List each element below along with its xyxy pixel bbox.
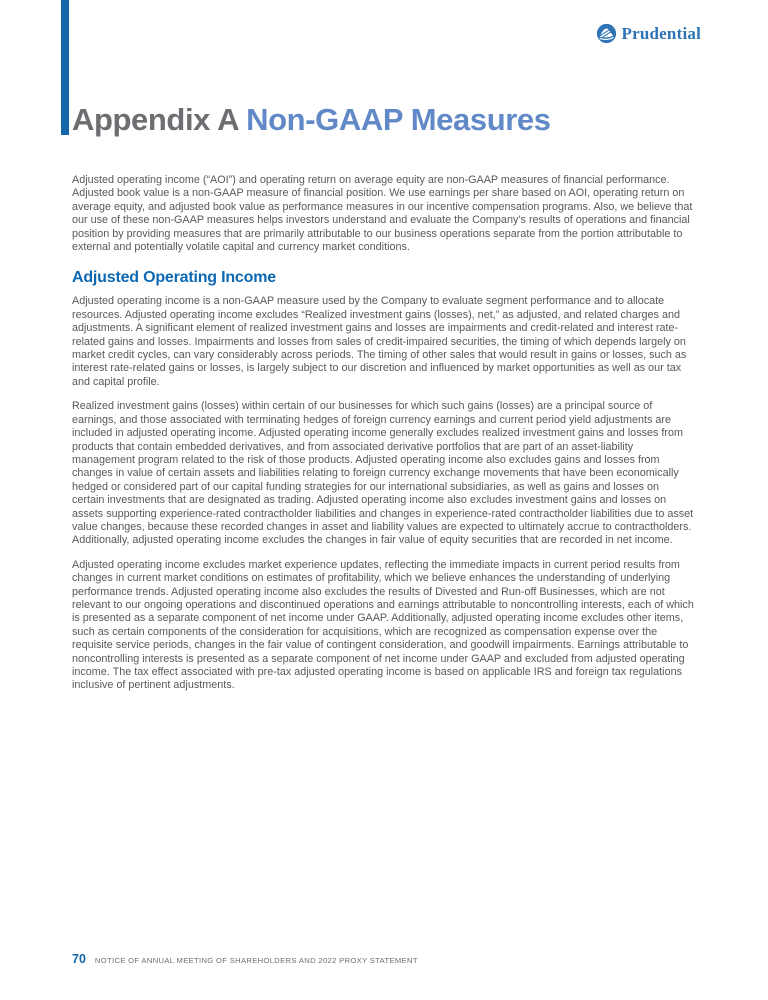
page-title	[72, 98, 551, 142]
section-paragraph-3: Adjusted operating income excludes market experience updates, reflecting the immediate impacts in current period results from changes in current market conditions on estimates of profitability, which we believe enhances the understanding of underlying performance trends. Adjusted operating income also excludes the results of Divested and Run-off Businesses, which are not relevant to our ongoing operations and discontinued operations and earnings attributable to noncontrolling interests, each of which is presented as a separate component of net income under GAAP. Additionally, adjusted operating income excludes other items, such as certain components of the consideration for acquisitions, which are recognized as compensation expense over the requisite service periods, changes in the fair value of contingent consideration, and goodwill impairments. Earnings attributable to noncontrolling interests is presented as a separate component of net income under GAAP and excluded from adjusted operating income. The tax effect associated with pre-tax adjusted operating income is based on applicable IRS and foreign tax regulations inclusive of pertinent adjustments.	[72, 558, 694, 692]
logo-wordmark: Prudential	[621, 23, 701, 43]
page-number: 70	[72, 952, 86, 966]
prudential-logo	[596, 23, 701, 44]
section-paragraph-2: Realized investment gains (losses) within certain of our businesses for which such gains (losses) are a principal source of earnings, and those associated with terminating hedges of foreign currency earnings and current period yield adjustments are included in adjusted operating income. Adjusted operating income generally excludes realized investment gains and losses from products that contain embedded derivatives, and from associated derivative portfolios that are part of an asset-liability management program related to the risk of those products. Adjusted operating income also excludes gains and losses from changes in value of certain assets and liabilities relating to foreign currency exchange movements that have been economically hedged or considered part of our capital funding strategies for our international subsidiaries, as well as gains and losses on certain investments that are designated as trading. Adjusted operating income also excludes investment gains and losses on assets supporting experience-rated contractholder liabilities and changes in experience-rated contractholder liabilities due to asset value changes, because these recorded changes in asset and liability values are expected to ultimately accrue to contractholders. Additionally, adjusted operating income excludes the changes in fair value of equity securities that are recorded in net income.	[72, 400, 694, 547]
left-accent-bar	[61, 0, 69, 135]
page-title-highlight: Non-GAAP Measures	[246, 102, 551, 137]
section-paragraph-1: Adjusted operating income is a non-GAAP measure used by the Company to evaluate segment performance and to allocate resources. Adjusted operating income excludes “Realized investment gains (losses), net,” as adjusted, and related charges and adjustments. A significant element of realized investment gains and losses are impairments and credit-related and interest rate-related gains and losses. Impairments and losses from sales of credit-impaired securities, the timing of which depends largely on market credit cycles, can vary considerably across periods. The timing of other sales that would result in gains or losses, such as interest rate-related gains or losses, is largely subject to our discretion and influenced by market opportunities as well as our tax and capital profile.	[72, 295, 687, 388]
intro-paragraph: Adjusted operating income (“AOI”) and operating return on average equity are non-GAAP measures of financial performance. Adjusted book value is a non-GAAP measure of financial position. We use earnings per share based on AOI, operating return on average equity, and adjusted book value as performance measures in our incentive compensation programs. Also, we believe that our use of these non-GAAP measures helps investors understand and evaluate the Company’s results of operations and financial position by providing measures that are primarily attributable to our business operations separate from the portion attributable to external and potentially volatile capital and currency market conditions.	[72, 174, 693, 254]
page-footer	[72, 952, 418, 966]
footer-text: NOTICE OF ANNUAL MEETING OF SHAREHOLDERS AND 2022 PROXY STATEMENT	[94, 956, 418, 965]
page-title-prefix: Appendix A	[72, 102, 238, 137]
section-heading-adjusted-operating-income: Adjusted Operating Income	[72, 269, 276, 287]
rock-of-gibraltar-icon	[596, 23, 617, 44]
document-body	[72, 174, 694, 704]
